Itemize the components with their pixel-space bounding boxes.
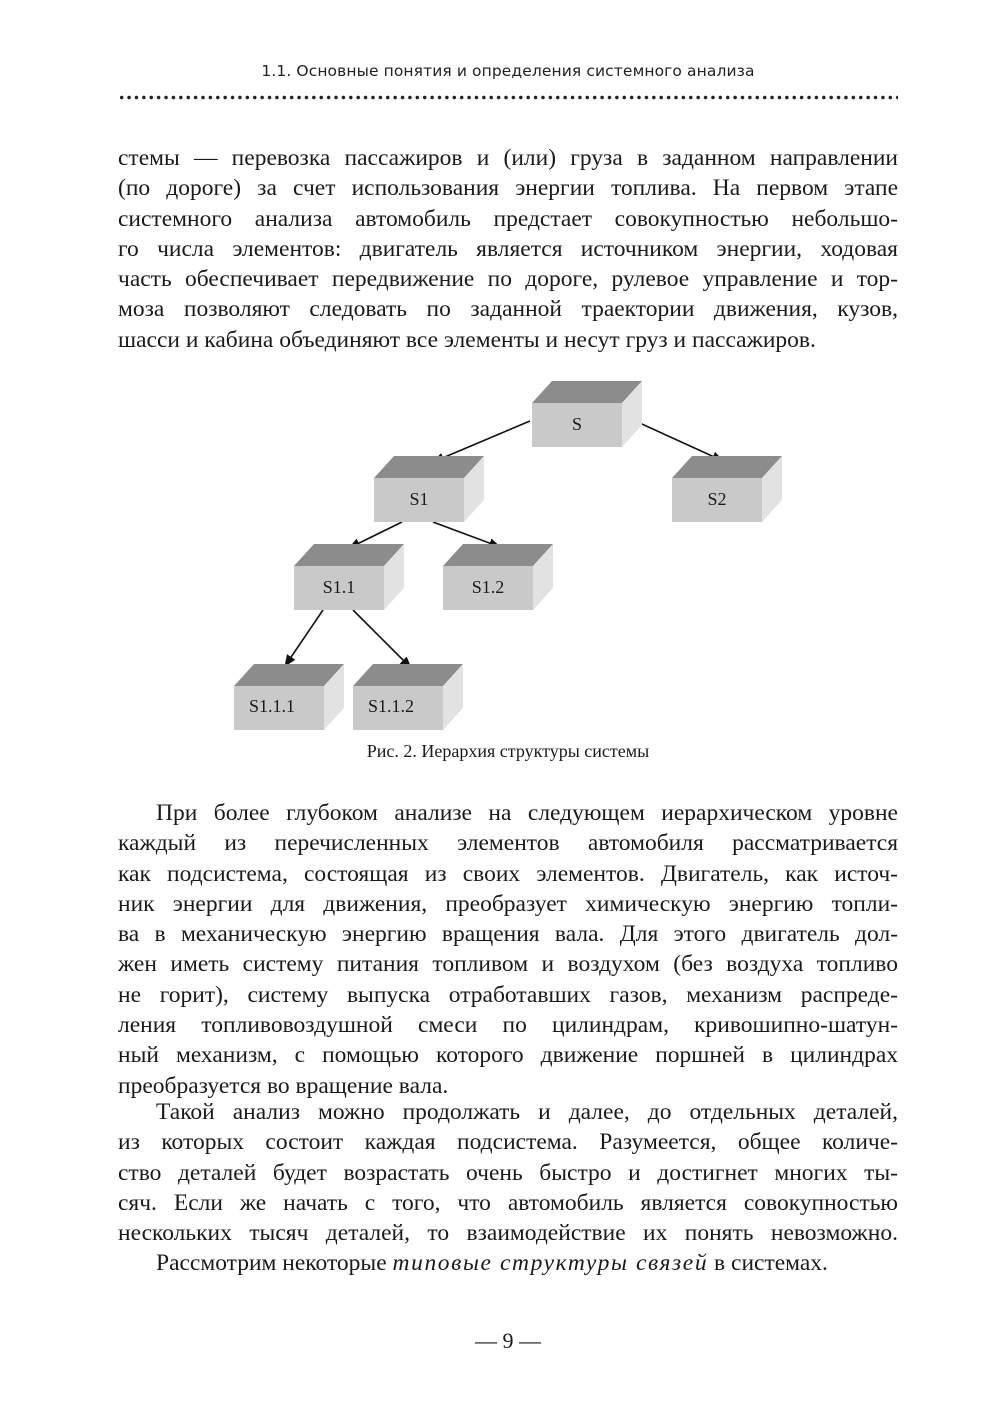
text-line: часть обеспечивает передвижение по дороге, рулевое управление и тор- xyxy=(118,266,898,293)
node-s1-label: S1 xyxy=(409,489,429,510)
text-line: стемы — перевозка пассажиров и (или) груза в заданном направлении xyxy=(118,145,898,171)
text-line: го числа элементов: двигатель является источником энергии, ходовая xyxy=(118,235,898,262)
edge-s-s1 xyxy=(433,421,530,462)
text-line: как подсистема, состоящая из своих элементов. Двигатель, как источ- xyxy=(118,860,898,887)
text-line xyxy=(118,1248,898,1278)
text-line: моза позволяют следовать по заданной траектории движения, кузов, xyxy=(118,296,898,323)
text-line: нескольких тысяч деталей, то взаимодействие их понять невозможно. xyxy=(118,1220,898,1247)
text-line: ник энергии для движения, преобразует химическую энергию топли- xyxy=(118,890,898,917)
edge-s-s2 xyxy=(631,419,723,461)
text-line: ва в механическую энергию вращения вала. Для этого двигатель дол- xyxy=(118,921,898,948)
text-line: ство деталей будет возрастать очень быстро и достигнет многих ты- xyxy=(118,1159,898,1186)
text-line: преобразуется во вращение вала. xyxy=(118,1072,449,1099)
node-s2-label: S2 xyxy=(707,489,727,510)
text-line: шасси и кабина объединяют все элементы и несут груз и пассажиров. xyxy=(118,326,816,353)
text-line: (по дороге) за счет использования энергии топлива. На первом этапе xyxy=(118,175,898,202)
node-s12 xyxy=(443,544,553,610)
paragraph-4-before: Рассмотрим некоторые xyxy=(156,1250,393,1276)
hierarchy-diagram xyxy=(0,370,1004,740)
paragraph-2 xyxy=(118,798,898,1101)
text-line: сяч. Если же начать с того, что автомобиль является совокупностью xyxy=(118,1189,898,1216)
text-line: ления топливовоздушной смеси по цилиндрам, кривошипно-шатун- xyxy=(118,1012,898,1039)
node-s111 xyxy=(234,664,344,730)
node-s11 xyxy=(294,544,404,610)
text-line: не горит), систему выпуска отработавших газов, механизм распреде- xyxy=(118,981,898,1008)
node-s-label: S xyxy=(571,414,583,435)
node-s12-label: S1.2 xyxy=(471,577,505,598)
node-s112 xyxy=(353,664,463,730)
figure-caption: Рис. 2. Иерархия структуры системы xyxy=(366,741,650,761)
text-line: жен иметь систему питания топливом и воздухом (без воздуха топливо xyxy=(118,951,898,978)
text-line: системного анализа автомобиль предстает совокупностью небольшо- xyxy=(118,205,898,232)
text-line: каждый из перечисленных элементов автомобиля рассматривается xyxy=(118,830,898,857)
node-s2 xyxy=(672,456,782,522)
node-s11-label: S1.1 xyxy=(322,577,356,598)
header-dotted-rule xyxy=(118,95,898,100)
edge-s11-s112 xyxy=(353,610,411,668)
emphasis-typical-structures: типовые структуры связей xyxy=(392,1250,709,1276)
node-s111-label: S1.1.1 xyxy=(248,696,296,717)
running-header: 1.1. Основные понятия и определения системного анализа xyxy=(261,62,755,80)
node-s1 xyxy=(374,456,484,522)
node-s xyxy=(532,381,642,447)
text-line: При более глубоком анализе на следующем иерархическом уровне xyxy=(156,800,898,826)
paragraph-1 xyxy=(118,143,898,355)
page-number: — 9 — xyxy=(475,1328,541,1353)
edge-s11-s111 xyxy=(285,610,323,666)
edge-s1-s12 xyxy=(433,522,500,547)
text-line: ный механизм, с помощью которого движение поршней в цилиндрах xyxy=(118,1042,898,1069)
text-line: Такой анализ можно продолжать и далее, до отдельных деталей, xyxy=(156,1099,898,1125)
text-line: из которых состоит каждая подсистема. Разумеется, общее количе- xyxy=(118,1129,898,1156)
paragraph-3 xyxy=(118,1097,898,1248)
paragraph-4 xyxy=(118,1248,898,1278)
paragraph-4-after: в системах. xyxy=(708,1250,828,1276)
node-s112-label: S1.1.2 xyxy=(367,696,415,717)
